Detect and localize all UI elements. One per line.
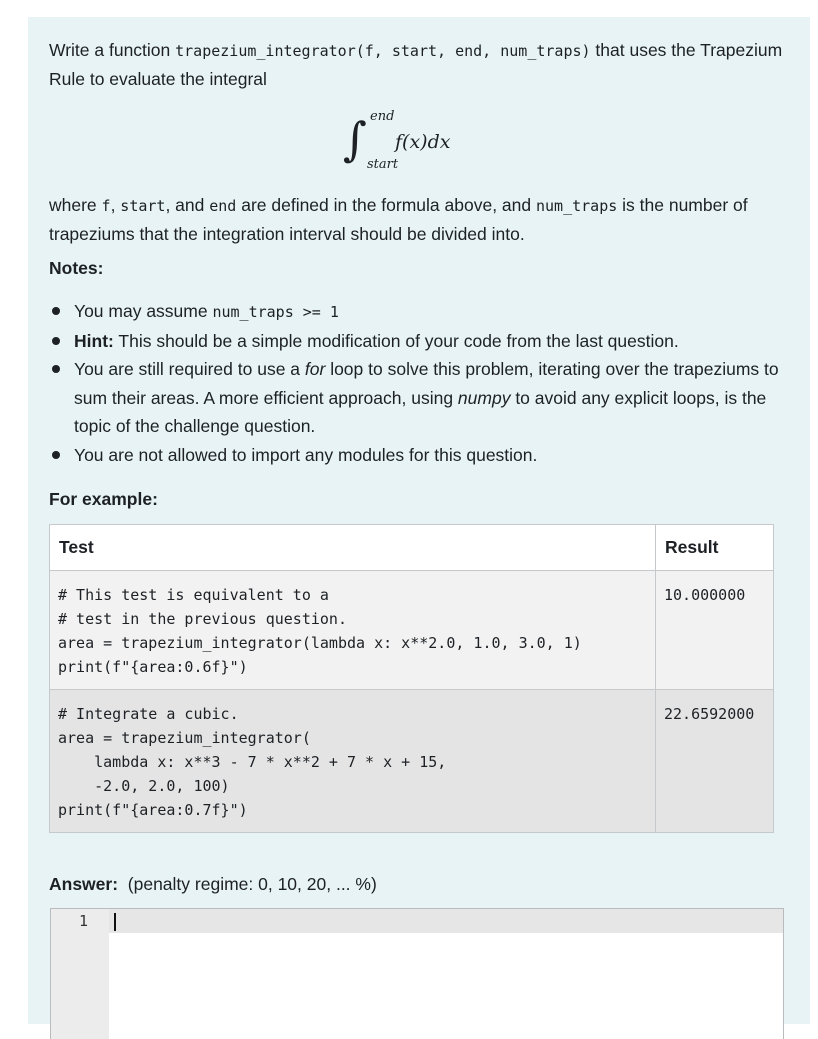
test-cell: # This test is equivalent to a # test in the previous question. area = trapezium_integrator(lambda x: x**2.0, 1.0, 3.0, 1) print(f"{area:0.6f}"): [50, 571, 656, 690]
notes-heading: Notes:: [49, 258, 104, 278]
question-intro: Write a function trapezium_integrator(f, start, end, num_traps) that uses the Trapezium Rule to evaluate the integral: [49, 40, 783, 89]
upper-limit: end: [370, 109, 395, 124]
active-line: [109, 909, 783, 933]
answer-code-editor[interactable]: [50, 908, 784, 1039]
list-item: You may assume num_traps >= 1: [49, 297, 789, 327]
integrand: f(x)dx: [395, 131, 451, 153]
integral-formula: [343, 109, 503, 179]
penalty-regime: (penalty regime: 0, 10, 20, ... %): [127, 874, 377, 894]
list-item: You are still required to use a for loop to solve this problem, iterating over the trapeziums to sum their areas. A more efficient approach, using numpy to avoid any explicit loops, is the topic of the challenge question.: [49, 355, 789, 441]
table-row: [50, 571, 774, 690]
notes-list: [49, 297, 789, 469]
test-cell: # Integrate a cubic. area = trapezium_integrator( lambda x: x**3 - 7 * x**2 + 7 * x + 15, -2.0, 2.0, 100) print(f"{area:0.7f}"): [50, 690, 656, 833]
answer-label: Answer: (penalty regime: 0, 10, 20, ... %): [49, 874, 377, 894]
result-cell: 22.6592000: [656, 690, 774, 833]
column-header-test: Test: [50, 525, 656, 571]
examples-table: [49, 524, 774, 833]
function-signature: trapezium_integrator(f, start, end, num_traps): [175, 42, 591, 60]
integral-sign: ∫: [343, 112, 367, 166]
table-row: [50, 690, 774, 833]
lower-limit: start: [367, 157, 399, 172]
line-number: 1: [79, 912, 89, 930]
question-panel: [28, 17, 810, 1024]
list-item: Hint: This should be a simple modification of your code from the last question.: [49, 327, 789, 356]
column-header-result: Result: [656, 525, 774, 571]
question-where: where f, start, and end are defined in the formula above, and num_traps is the number of trapeziums that the integration interval should be divided into.: [49, 195, 748, 244]
list-item: You are not allowed to import any modules for this question.: [49, 441, 789, 470]
text-cursor: [114, 913, 116, 931]
result-cell: 10.000000: [656, 571, 774, 690]
examples-heading: For example:: [49, 489, 158, 509]
